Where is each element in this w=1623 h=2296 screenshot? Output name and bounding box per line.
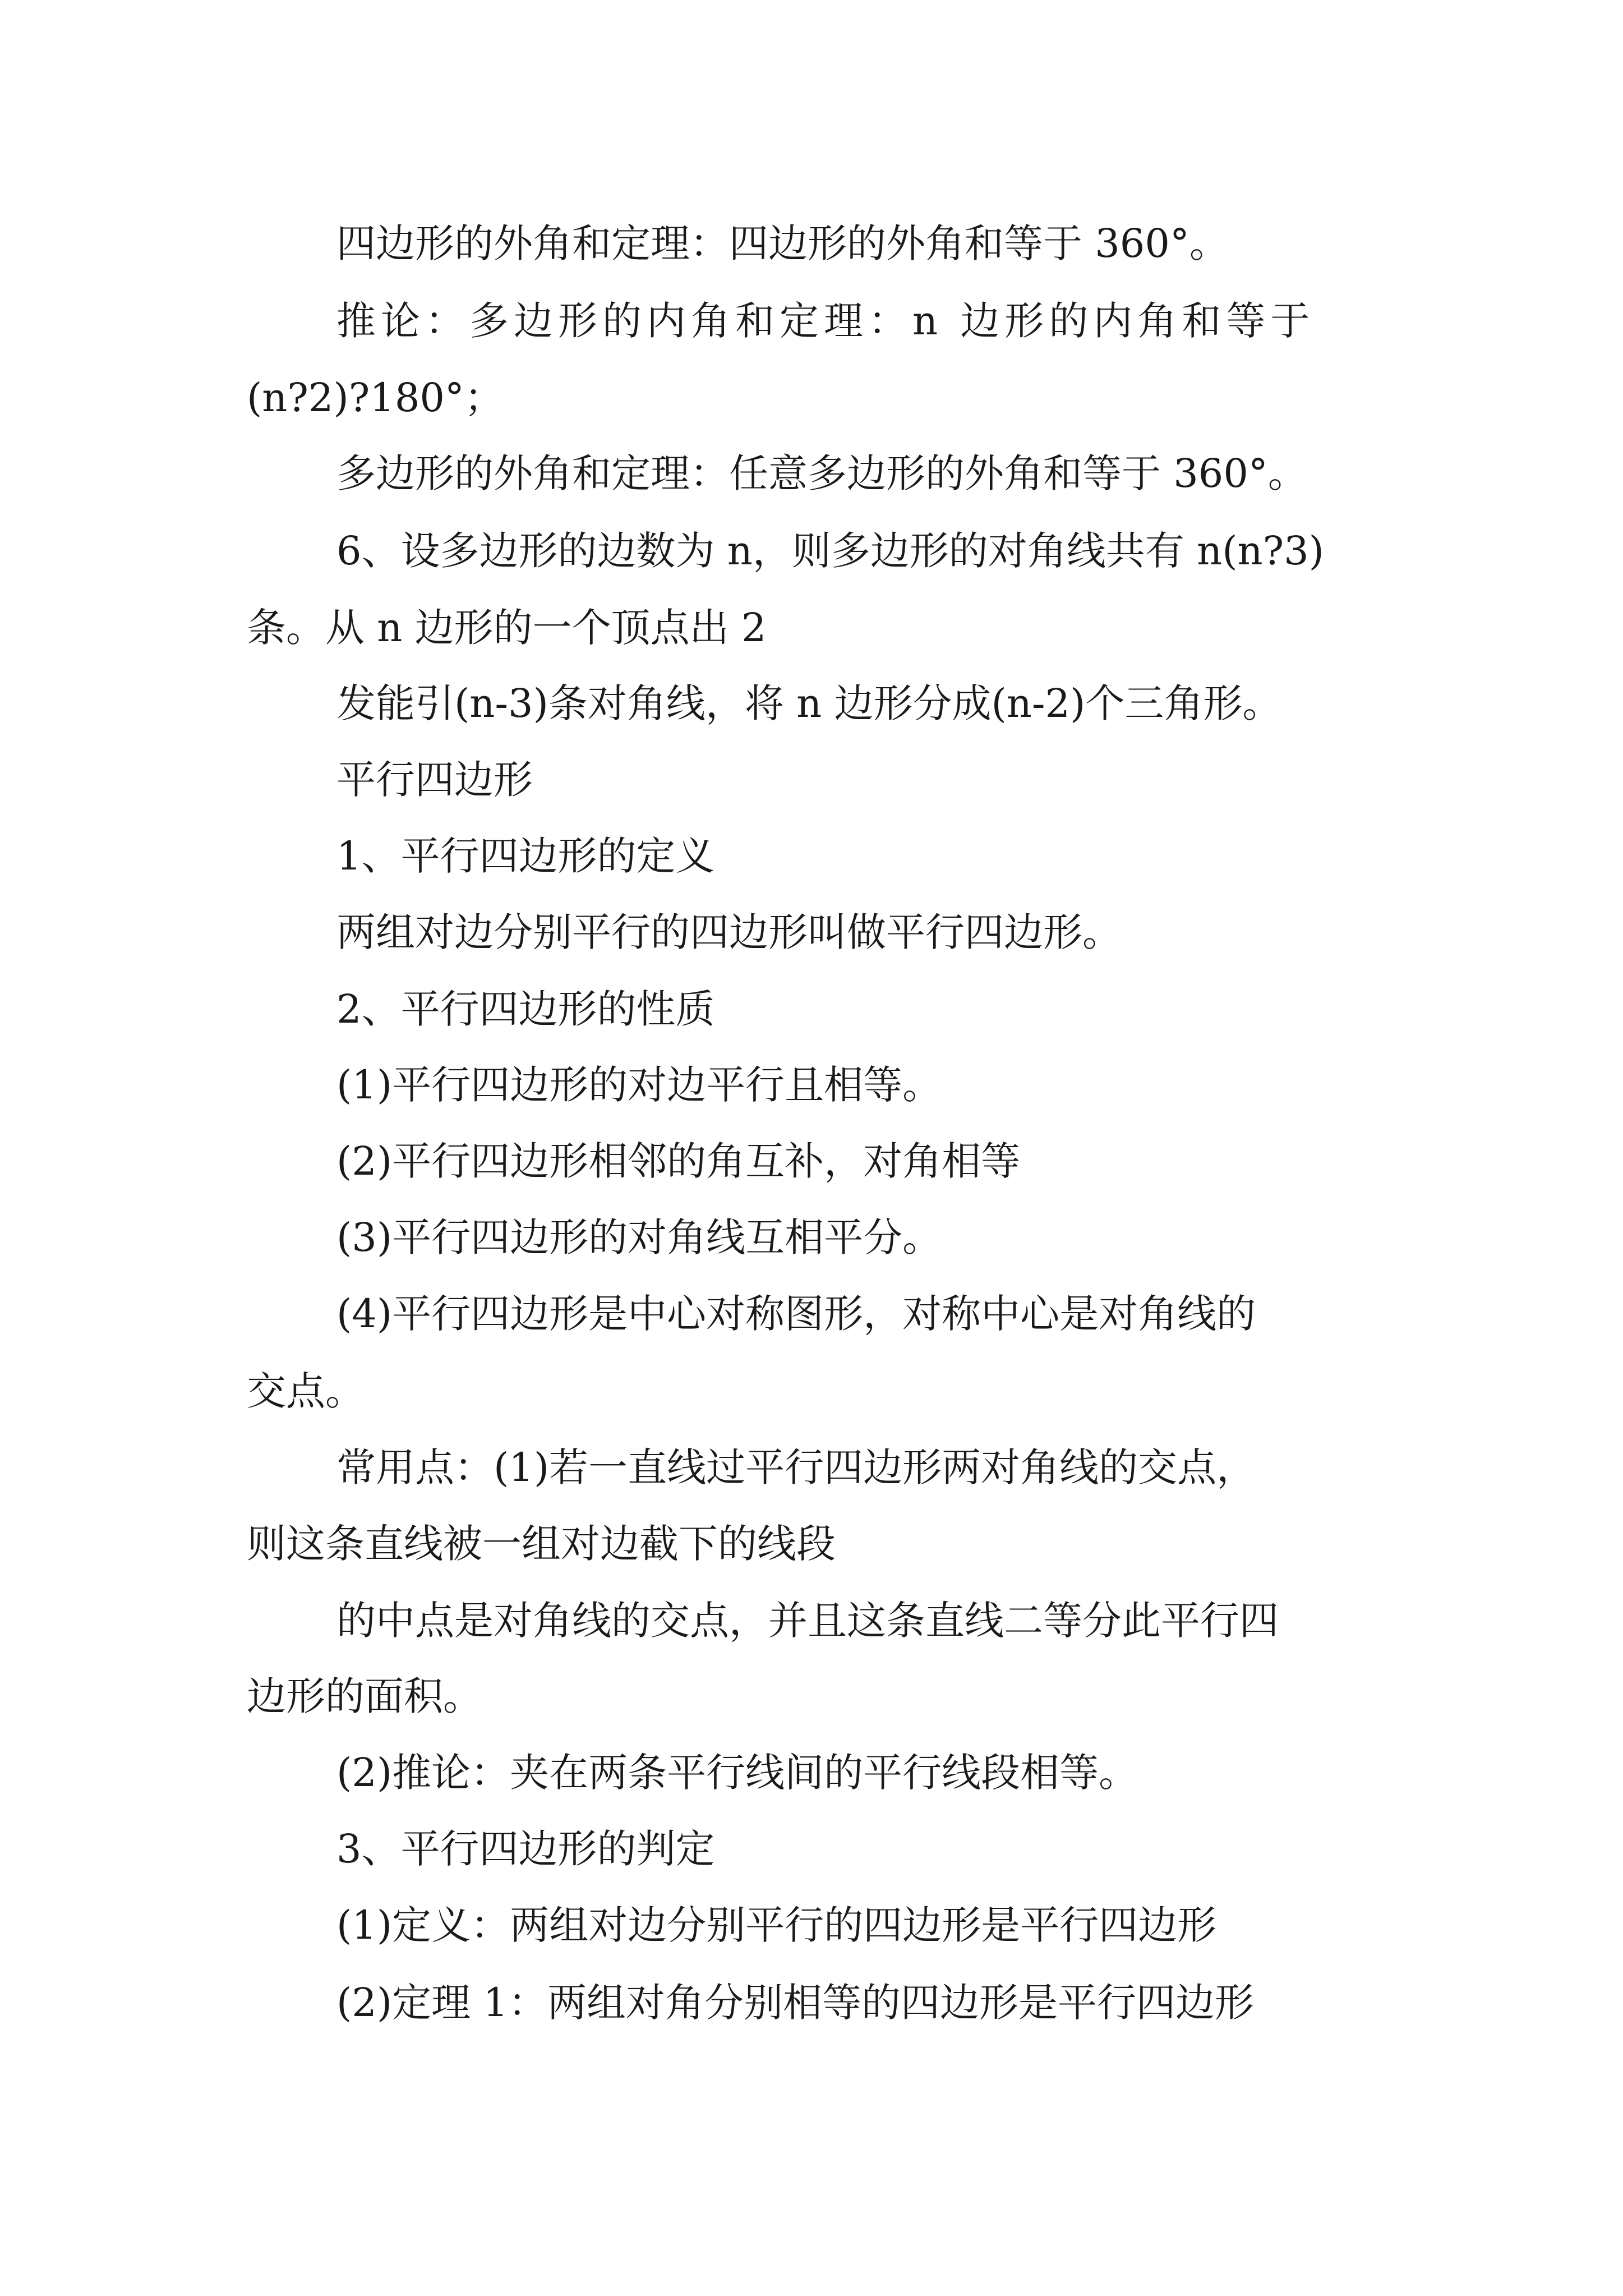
text-line: 推论：多边形的内角和定理：n 边形的内角和等于: [336, 298, 1315, 344]
text-line: (2)推论：夹在两条平行线间的平行线段相等。: [336, 1750, 1138, 1796]
text-line: 交点。: [247, 1368, 365, 1414]
text-line: 发能引(n-3)条对角线，将 n 边形分成(n-2)个三角形。: [336, 680, 1282, 726]
subsection-heading: 3、平行四边形的判定: [336, 1826, 715, 1872]
text-line: 边形的面积。: [247, 1673, 482, 1719]
subsection-heading: 2、平行四边形的性质: [336, 986, 715, 1032]
text-line: (3)平行四边形的对角线互相平分。: [336, 1214, 942, 1260]
text-line: 四边形的外角和定理：四边形的外角和等于 360°。: [336, 220, 1229, 266]
text-line: 两组对边分别平行的四边形叫做平行四边形。: [336, 909, 1122, 955]
text-line: (1)定义：两组对边分别平行的四边形是平行四边形: [336, 1902, 1217, 1948]
text-line: (1)平行四边形的对边平行且相等。: [336, 1062, 942, 1108]
text-line: (4)平行四边形是中心对称图形，对称中心是对角线的: [336, 1291, 1256, 1337]
text-line: (2)定理 1：两组对角分别相等的四边形是平行四边形: [336, 1980, 1254, 2026]
section-heading: 平行四边形: [336, 757, 533, 803]
text-line: 6、设多边形的边数为 n，则多边形的对角线共有 n(n?3): [336, 528, 1324, 574]
text-line: 条。从 n 边形的一个顶点出 2: [247, 605, 767, 651]
text-line: 常用点：(1)若一直线过平行四边形两对角线的交点，: [336, 1444, 1256, 1490]
text-line: (n?2)?180°；: [247, 375, 504, 421]
subsection-heading: 1、平行四边形的定义: [336, 833, 715, 879]
text-line: 的中点是对角线的交点，并且这条直线二等分此平行四: [336, 1598, 1279, 1644]
text-line: (2)平行四边形相邻的角互补，对角相等: [336, 1138, 1021, 1184]
text-line: 则这条直线被一组对边截下的线段: [247, 1521, 836, 1567]
text-line: 多边形的外角和定理：任意多边形的外角和等于 360°。: [336, 450, 1307, 496]
